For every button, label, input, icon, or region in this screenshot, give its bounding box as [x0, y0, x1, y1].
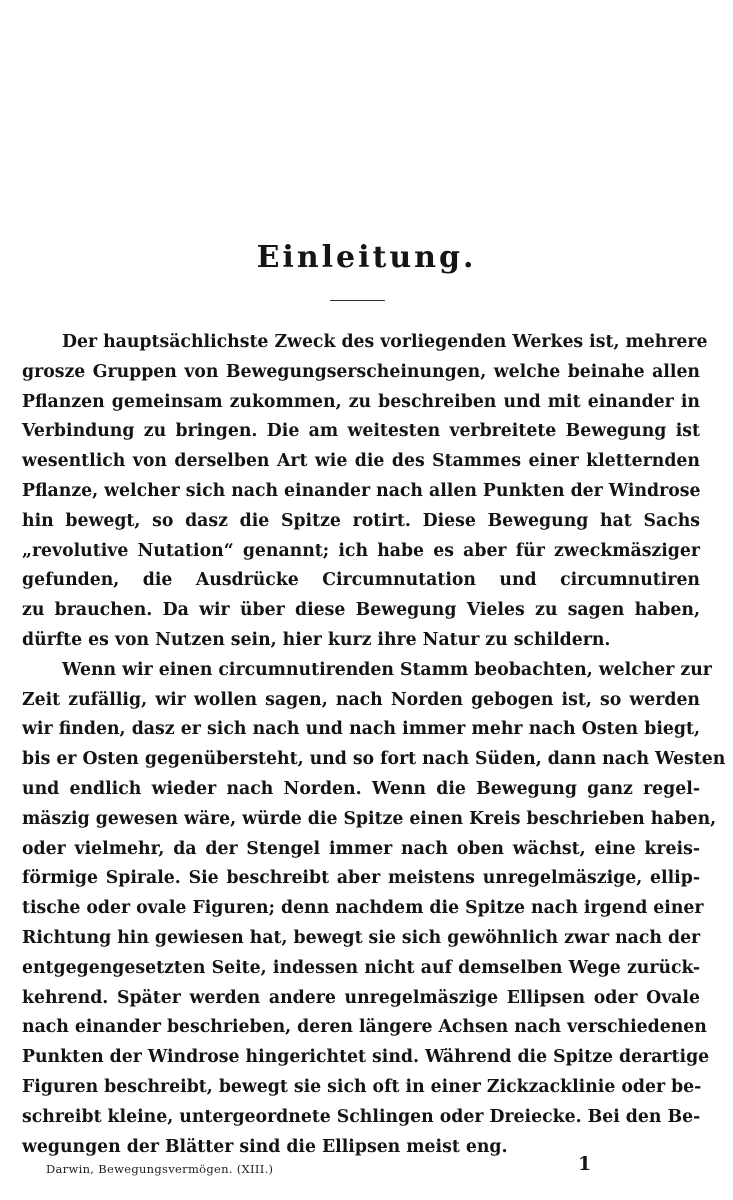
signature-line: Darwin, Bewegungsvermögen. (XIII.): [46, 1162, 274, 1176]
text-line: wesentlich von derselben Art wie die des Stammes einer kletternden: [22, 451, 700, 472]
text-line: bis er Osten gegenübersteht, und so fort nach Süden, dann nach Westen: [22, 749, 726, 770]
text-line: Pflanze, welcher sich nach einander nach allen Punkten der Windrose: [22, 480, 701, 501]
text-line: Zeit zufällig, wir wollen sagen, nach Norden gebogen ist, so werden: [22, 689, 700, 710]
text-line: und endlich wieder nach Norden. Wenn die Bewegung ganz regel-: [22, 778, 700, 799]
text-line: zu brauchen. Da wir über diese Bewegung Vieles zu sagen haben,: [22, 600, 700, 621]
text-line: nach einander beschrieben, deren längere Achsen nach verschiedenen: [22, 1017, 707, 1038]
text-line: schreibt kleine, untergeordnete Schlingen oder Dreiecke. Bei den Be-: [22, 1106, 701, 1127]
text-line: dürfte es von Nutzen sein, hier kurz ihre Natur zu schildern.: [22, 629, 611, 650]
text-line: wir finden, dasz er sich nach und nach immer mehr nach Osten biegt,: [22, 719, 700, 740]
text-line: gefunden, die Ausdrücke Circumnutation und circumnutiren: [22, 570, 700, 591]
text-line: Pflanzen gemeinsam zukommen, zu beschreiben und mit einander in: [22, 391, 700, 412]
text-line: Wenn wir einen circumnutirenden Stamm beobachten, welcher zur: [62, 659, 712, 680]
text-line: entgegengesetzten Seite, indessen nicht auf demselben Wege zurück-: [22, 957, 700, 978]
paragraph-2: [22, 656, 726, 1163]
text-line: tische oder ovale Figuren; denn nachdem die Spitze nach irgend einer: [22, 898, 704, 919]
text-line: Richtung hin gewiesen hat, bewegt sie sich gewöhnlich zwar nach der: [22, 927, 701, 948]
text-line: Verbindung zu bringen. Die am weitesten verbreitete Bewegung ist: [22, 421, 700, 442]
text-line: kehrend. Später werden andere unregelmäszige Ellipsen oder Ovale: [22, 987, 700, 1008]
text-line: Punkten der Windrose hingerichtet sind. Während die Spitze derartige: [22, 1047, 710, 1068]
text-line: oder vielmehr, da der Stengel immer nach oben wächst, eine kreis-: [22, 838, 700, 859]
text-line: Der hauptsächlichste Zweck des vorliegenden Werkes ist, mehrere: [62, 332, 708, 352]
title-divider: [330, 300, 385, 301]
chapter-title: Einleitung.: [256, 240, 477, 275]
text-line: wegungen der Blätter sind die Ellipsen meist eng.: [22, 1136, 508, 1157]
chapter-body: [22, 328, 726, 1162]
text-line: hin bewegt, so dasz die Spitze rotirt. Diese Bewegung hat Sachs: [22, 510, 700, 531]
text-line: „revolutive Nutation“ genannt; ich habe es aber für zweckmäsziger: [22, 540, 700, 561]
page-number: 1: [578, 1153, 592, 1175]
paragraph-1: [22, 328, 708, 656]
text-line: grosze Gruppen von Bewegungserscheinungen, welche beinahe allen: [22, 361, 700, 382]
text-line: förmige Spirale. Sie beschreibt aber meistens unregelmäszige, ellip-: [22, 868, 700, 889]
text-line: mäszig gewesen wäre, würde die Spitze einen Kreis beschrieben haben,: [22, 808, 717, 829]
text-line: Figuren beschreibt, bewegt sie sich oft in einer Zickzacklinie oder be-: [22, 1076, 702, 1097]
